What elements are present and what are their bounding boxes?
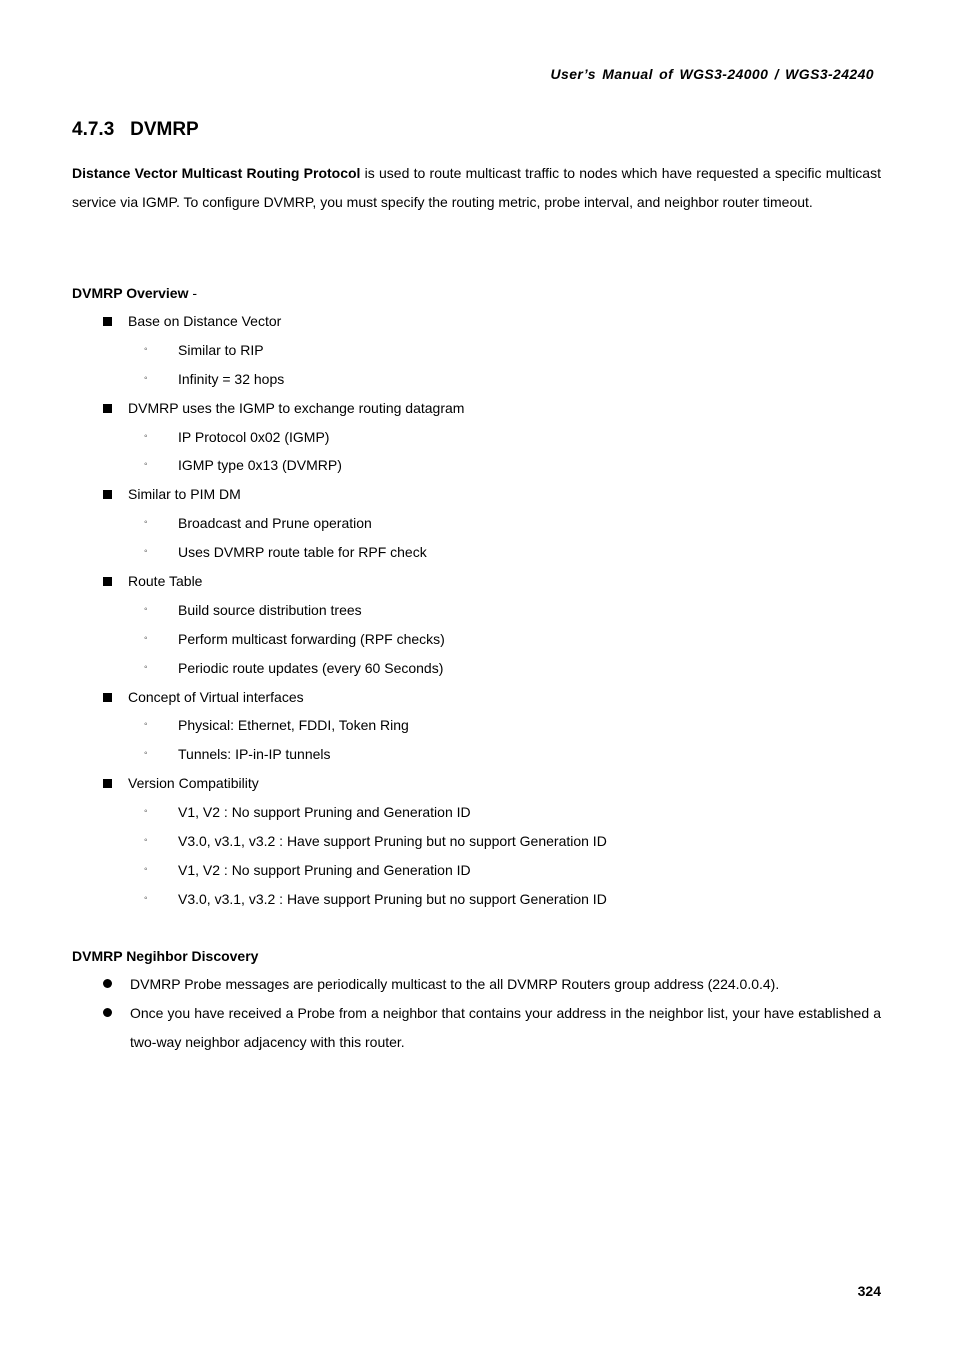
sub-list-item-label: Perform multicast forwarding (RPF checks) — [178, 630, 445, 647]
circle-bullet-icon: ◦ — [144, 632, 148, 644]
circle-bullet-icon: ◦ — [144, 430, 148, 442]
sub-list-item — [0, 654, 954, 683]
sub-list-item-label: V3.0, v3.1, v3.2 : Have support Pruning but no support Generation ID — [178, 833, 607, 850]
circle-bullet-icon: ◦ — [144, 835, 148, 847]
round-bullet-icon — [103, 979, 112, 988]
list-item — [0, 970, 954, 999]
list-item — [0, 999, 954, 1057]
circle-bullet-icon: ◦ — [144, 546, 148, 558]
discovery-heading-label: DVMRP Negihbor Discovery — [72, 948, 259, 964]
overview-heading-suffix: - — [188, 285, 198, 301]
list-item — [0, 480, 954, 509]
list-item-label: Route Table — [128, 573, 203, 590]
section-title: 4.7.3 DVMRP — [72, 119, 199, 140]
circle-bullet-icon: ◦ — [144, 806, 148, 818]
circle-bullet-icon: ◦ — [144, 661, 148, 673]
list-item — [0, 394, 954, 423]
discovery-list — [0, 970, 954, 1057]
sub-list-item — [0, 596, 954, 625]
square-bullet-icon — [103, 693, 112, 702]
circle-bullet-icon: ◦ — [144, 343, 148, 355]
sub-list-item — [0, 509, 954, 538]
sub-list-item — [0, 451, 954, 480]
list-item — [0, 769, 954, 798]
list-item-label: DVMRP uses the IGMP to exchange routing datagram — [128, 399, 465, 416]
circle-bullet-icon: ◦ — [144, 748, 148, 760]
intro-bold-term: Distance Vector Multicast Routing Protocol — [72, 165, 361, 181]
sub-list-item-label: Broadcast and Prune operation — [178, 515, 372, 532]
square-bullet-icon — [103, 490, 112, 499]
sub-list-item-label: Infinity = 32 hops — [178, 370, 285, 387]
circle-bullet-icon: ◦ — [144, 603, 148, 615]
list-item-label: Once you have received a Probe from a neighbor that contains your address in the neighbor list, your have established a two-way neighbor adjacency with this router. — [130, 1005, 881, 1050]
overview-heading — [72, 285, 197, 301]
sub-list-item-label: V3.0, v3.1, v3.2 : Have support Pruning but no support Generation ID — [178, 890, 607, 907]
list-item-label: Base on Distance Vector — [128, 313, 282, 329]
sub-list-item-label: Uses DVMRP route table for RPF check — [178, 544, 427, 561]
overview-list — [0, 307, 954, 914]
sub-list-item-label: IP Protocol 0x02 (IGMP) — [178, 428, 330, 445]
intro-text: is used to route multicast traffic to nodes which have requested a specific multicast service via IGMP. To configure DVMRP, you must specify the routing metric, probe interval, and neighbor router timeout. — [72, 165, 881, 210]
overview-heading-label: DVMRP Overview — [72, 285, 189, 301]
sub-list-item — [0, 625, 954, 654]
discovery-heading — [72, 948, 258, 964]
list-item-label: DVMRP Probe messages are periodically multicast to the all DVMRP Routers group address (224.0.0.4). — [130, 976, 780, 992]
list-item-label: Similar to PIM DM — [128, 486, 241, 503]
sub-list-item-label: Build source distribution trees — [178, 601, 362, 618]
sub-list-item — [0, 336, 954, 365]
intro-paragraph — [72, 159, 881, 217]
circle-bullet-icon: ◦ — [144, 459, 148, 471]
list-item-label: Concept of Virtual interfaces — [128, 688, 304, 705]
sub-list-item — [0, 365, 954, 394]
sub-list-item-label: IGMP type 0x13 (DVMRP) — [178, 457, 342, 474]
list-item-label: Version Compatibility — [128, 775, 259, 792]
sub-list-item-label: V1, V2 : No support Pruning and Generation ID — [178, 804, 471, 821]
sub-list-item-label: Physical: Ethernet, FDDI, Token Ring — [178, 717, 409, 734]
sub-list-item — [0, 798, 954, 827]
round-bullet-icon — [103, 1008, 112, 1017]
sub-list-item-label: V1, V2 : No support Pruning and Generation ID — [178, 861, 471, 878]
page-number: 324 — [857, 1283, 881, 1299]
sub-list-item — [0, 423, 954, 452]
square-bullet-icon — [103, 404, 112, 413]
square-bullet-icon — [103, 779, 112, 788]
sub-list-item-label: Similar to RIP — [178, 341, 264, 358]
sub-list-item — [0, 740, 954, 769]
list-item — [0, 567, 954, 596]
circle-bullet-icon: ◦ — [144, 372, 148, 384]
sub-list-item — [0, 538, 954, 567]
sub-list-item — [0, 827, 954, 856]
list-item — [0, 683, 954, 712]
sub-list-item — [0, 856, 954, 885]
circle-bullet-icon: ◦ — [144, 892, 148, 904]
sub-list-item-label: Tunnels: IP-in-IP tunnels — [178, 746, 331, 763]
square-bullet-icon — [103, 577, 112, 586]
circle-bullet-icon: ◦ — [144, 863, 148, 875]
circle-bullet-icon: ◦ — [144, 719, 148, 731]
page-header: User’s Manual of WGS3-24000 / WGS3-24240 — [550, 66, 874, 82]
square-bullet-icon — [103, 317, 112, 326]
circle-bullet-icon: ◦ — [144, 517, 148, 529]
sub-list-item — [0, 885, 954, 914]
sub-list-item — [0, 711, 954, 740]
sub-list-item-label: Periodic route updates (every 60 Seconds) — [178, 659, 444, 676]
list-item — [0, 307, 954, 336]
